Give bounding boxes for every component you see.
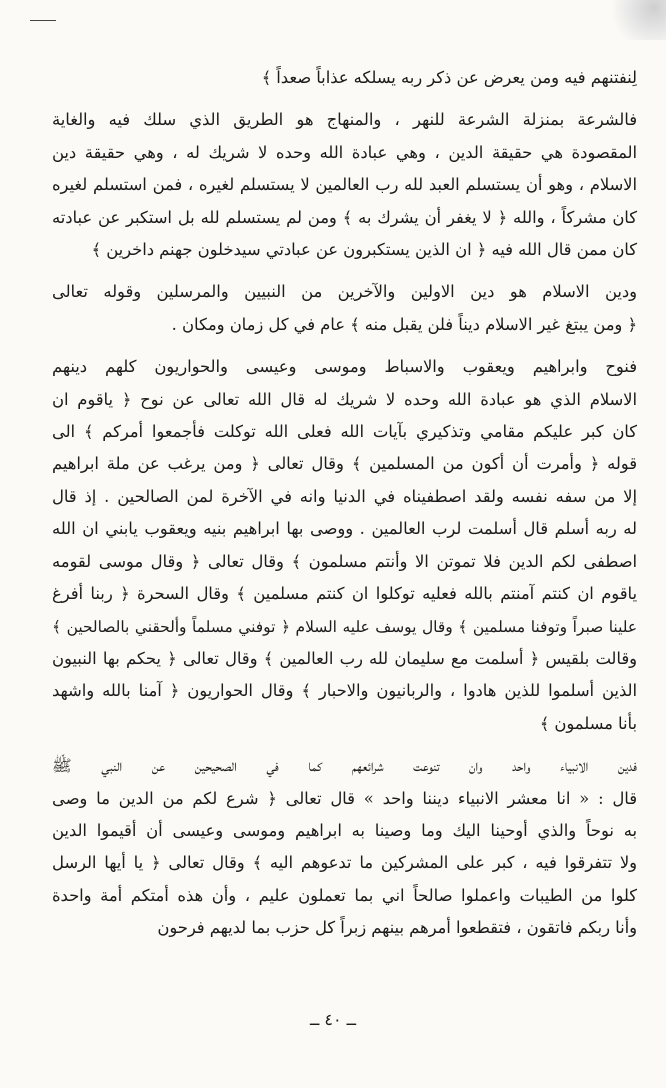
text-line: بأنا مسلمون ﴾	[539, 713, 637, 733]
paragraph	[52, 351, 637, 740]
text-line: به نوحاً والذي أوحينا اليك وما وصينا به ابراهيم وموسى وعيسى أن أقيموا الدين	[52, 820, 637, 840]
text-line: كان مشركاً ، والله ﴿ لا يغفر أن يشرك به ﴾ ومن لم يستسلم لله بل استكبر عن عبادته	[52, 207, 637, 227]
text-line: الاسلام ، وهو أن يستسلم العبد لله رب العالمين لا يستسلم لغيره ، فمن استسلم لغيره	[52, 175, 637, 195]
text-line: له ربه أسلم قال أسلمت لرب العالمين . ووصى بها ابراهيم بنيه ويعقوب يابني ان الله	[52, 519, 637, 539]
text-line: المقصودة هي حقيقة الدين ، وهي عبادة الله وحده لا شريك له ، وهي حقيقة دين	[52, 142, 637, 162]
text-line: إلا من سفه نفسه ولقد اصطفيناه في الدنيا وانه في الآخرة لمن الصالحين . إذ قال	[52, 486, 637, 506]
text-line: كان كبر عليكم مقامي وتذكيري بآيات الله فعلى الله توكلت فأجمعوا أمركم ﴾ الى	[52, 422, 637, 442]
text-line: الاسلام الذي هو عبادة الله وحده لا شريك له قال الله تعالى عن نوح ﴿ ياقوم ان	[52, 389, 637, 409]
text-line: لِنفتنهم فيه ومن يعرض عن ذكر ربه يسلكه عذاباً صعداً ﴾	[261, 68, 637, 87]
paragraph	[52, 276, 637, 341]
text-line: ياقوم ان كنتم آمنتم بالله فعليه توكلوا ان كنتم مسلمين ﴾ وقال السحرة ﴿ ربنا أفرغ	[52, 584, 637, 604]
page-body	[52, 62, 637, 945]
text-line: ولا تتفرقوا فيه ، كبر على المشركين ما تدعوهم اليه ﴾ وقال تعالى ﴿ يا أيها الرسل	[52, 853, 637, 873]
text-line: فدين الانبياء واحد وان تنوعت شرائعهم كما في الصحيحين عن النبي ﷺ	[52, 756, 637, 776]
paragraph	[52, 104, 637, 266]
text-line: اصطفى لكم الدين فلا تموتن الا وأنتم مسلمون ﴾ وقال تعالى ﴿ وقال موسى لقومه	[52, 551, 637, 571]
text-line: فالشرعة بمنزلة الشرعة للنهر ، والمنهاج هو الطريق الذي سلك فيه والغاية	[52, 110, 637, 130]
corner-smudge	[606, 0, 666, 40]
text-line: كلوا من الطيبات واعملوا صالحاً اني بما تعملون عليم ، وأن هذه أمتكم أمة واحدة	[52, 885, 637, 905]
text-line: ودين الاسلام هو دين الاولين والآخرين من النبيين والمرسلين وقوله تعالى	[52, 282, 637, 302]
text-line: كان ممن قال الله فيه ﴿ ان الذين يستكبرون عن عبادتي سيدخلون جهنم داخرين ﴾	[91, 240, 637, 260]
paragraph	[52, 750, 637, 944]
text-line: وقالت بلقيس ﴿ أسلمت مع سليمان لله رب العالمين ﴾ وقال تعالى ﴿ يحكم بها النبيون	[52, 648, 637, 668]
paragraph	[52, 62, 637, 94]
text-line: علينا صبراً وتوفنا مسلمين ﴾ وقال يوسف عليه السلام ﴿ توفني مسلماً وألحقني بالصالحين ﴾	[52, 617, 637, 636]
text-line: ﴿ ومن يبتغ غير الاسلام ديناً فلن يقبل منه ﴾ عام في كل زمان ومكان .	[171, 314, 637, 334]
text-line: الذين أسلموا للذين هادوا ، والربانيون والاحبار ﴾ وقال الحواريون ﴿ آمنا بالله واشهد	[52, 681, 637, 701]
page-number: ــ ٤٠ ــ	[309, 1010, 357, 1029]
corner-mark	[30, 8, 56, 21]
text-line: قال : « انا معشر الانبياء ديننا واحد » قال تعالى ﴿ شرع لكم من الدين ما وصى	[52, 788, 637, 808]
text-line: وأنا ربكم فاتقون ، فتقطعوا أمرهم بينهم زبراً كل حزب بما لديهم فرحون	[157, 918, 637, 938]
text-line: قوله ﴿ وأمرت أن أكون من المسلمين ﴾ وقال تعالى ﴿ ومن يرغب عن ملة ابراهيم	[52, 454, 637, 474]
text-line: فنوح وابراهيم ويعقوب والاسباط وموسى وعيسى والحواريون كلهم دينهم	[52, 357, 637, 377]
